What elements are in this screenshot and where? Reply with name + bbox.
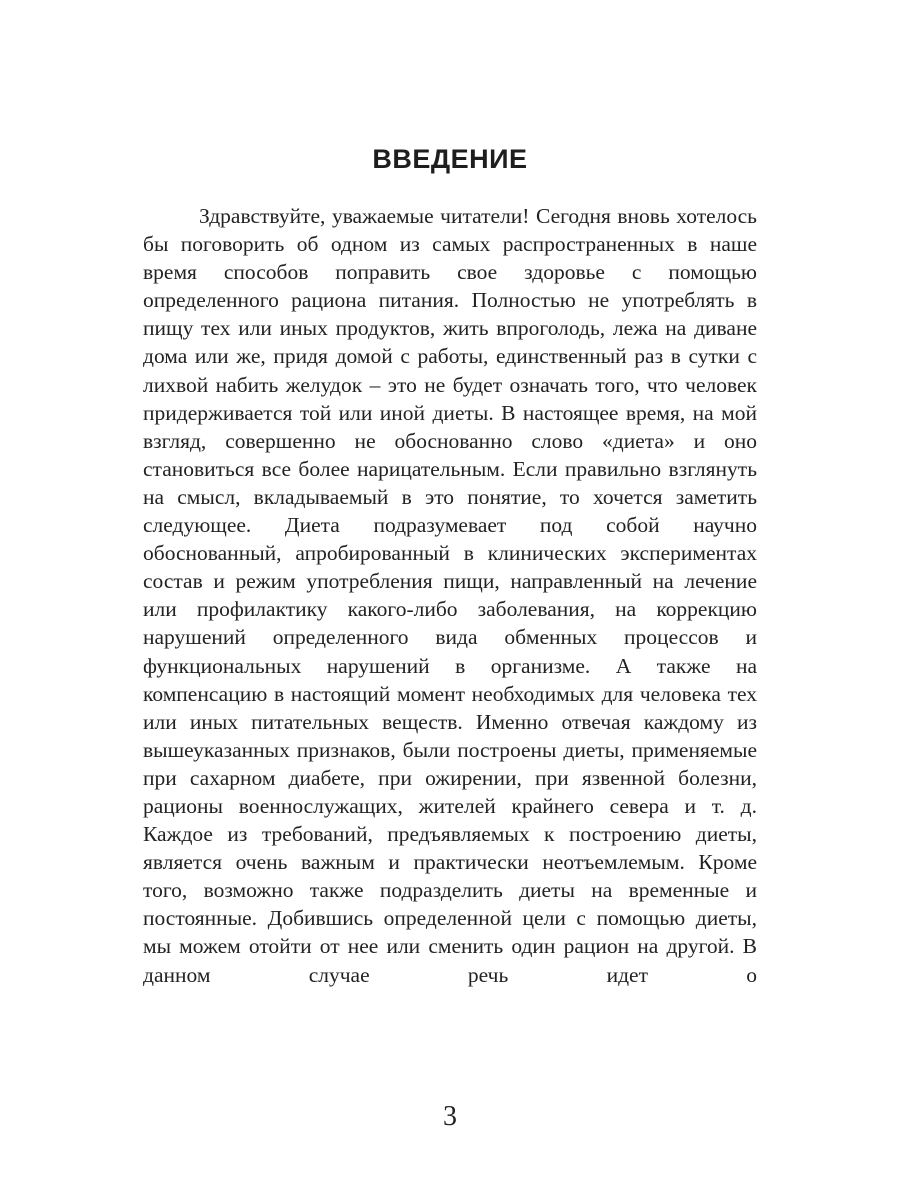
page-number: 3 xyxy=(443,1101,457,1132)
chapter-title: ВВЕДЕНИЕ xyxy=(372,144,528,174)
body-paragraph: Здравствуйте, уважаемые читатели! Сегодня вновь хотелось бы поговорить об одном из самых распространенных в наше время способов поправить свое здоровье с помощью определенного рациона питания. Полностью не употреблять в пищу тех или иных продуктов, жить впроголодь, лежа на диване дома или же, придя домой с работы, единственный раз в сутки с лихвой набить желудок – это не будет означать того, что человек придерживается той или иной диеты. В настоящее время, на мой взгляд, совершенно не обоснованно слово «диета» и оно становиться все более нарицательным. Если правильно взглянуть на смысл, вкладываемый в это понятие, то хочется заметить следующее. Диета подразумевает под собой научно обоснованный, апробированный в клинических экспериментах состав и режим употребления пищи, направленный на лечение или профилактику какого-либо заболевания, на коррекцию нарушений определенного вида обменных процессов и функциональных нарушений в организме. А также на компенсацию в настоящий момент необходимых для человека тех или иных питательных веществ. Именно отвечая каждому из вышеуказанных признаков, были построены диеты, применяемые при сахарном диабете, при ожирении, при язвенной болезни, рационы военнослужащих, жителей крайнего севера и т. д. Каждое из требований, предъявляемых к построению диеты, является очень важным и практически неотъемлемым. Кроме того, возможно также подразделить диеты на временные и постоянные. Добившись определенной цели с помощью диеты, мы можем отойти от нее или сменить один рацион на другой. В данном случае речь идет о xyxy=(143,204,757,987)
